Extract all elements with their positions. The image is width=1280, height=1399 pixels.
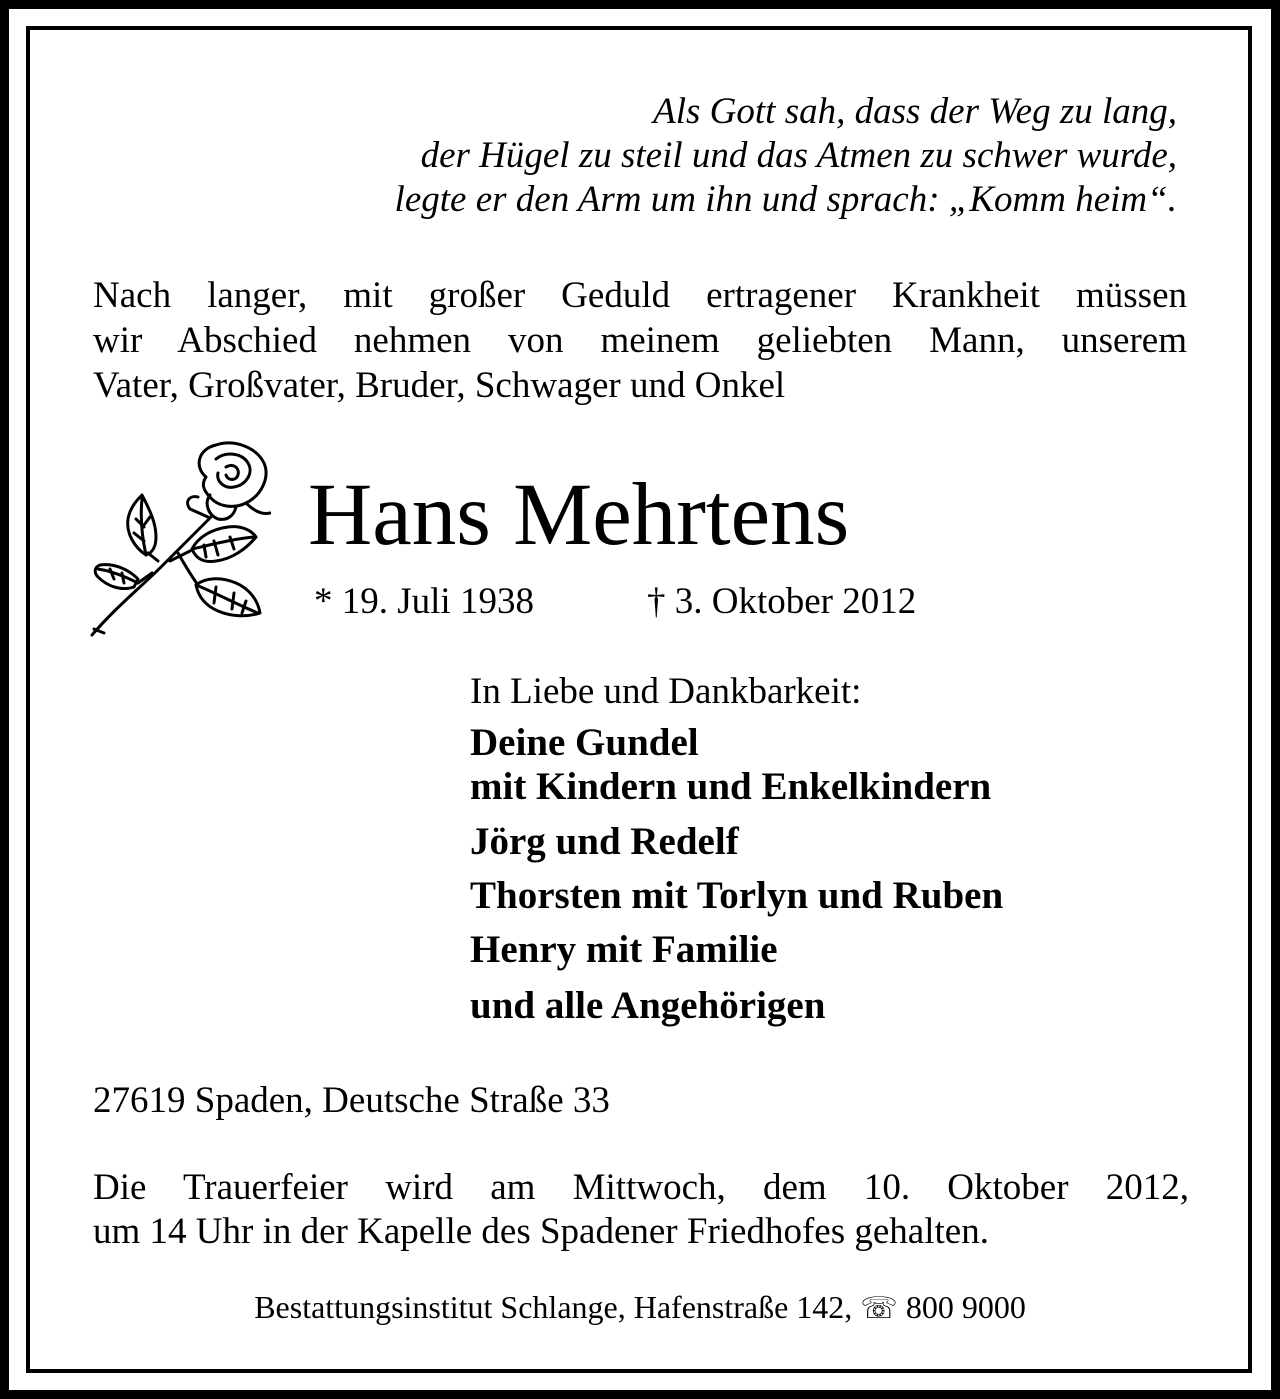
thanks-intro: In Liebe und Dankbarkeit: xyxy=(470,671,862,712)
mourner-line: und alle Angehörigen xyxy=(470,984,826,1027)
funeral-home-footer xyxy=(9,1291,1271,1324)
death-date: † 3. Oktober 2012 xyxy=(647,581,917,622)
deceased-name: Hans Mehrtens xyxy=(308,466,850,564)
announcement-line-1: Nach langer, mit großer Geduld ertragener Krankheit müssen xyxy=(93,275,1187,316)
mourner-line: Henry mit Familie xyxy=(470,928,778,971)
verse-line-1: Als Gott sah, dass der Weg zu lang, xyxy=(653,91,1177,132)
funeral-home-text: Bestattungsinstitut Schlange, Hafenstraße 142, xyxy=(254,1289,853,1325)
rose-icon xyxy=(86,437,271,637)
announcement-line-3: Vater, Großvater, Bruder, Schwager und Onkel xyxy=(93,365,786,406)
obituary-card xyxy=(9,9,1271,1390)
mourner-line: Deine Gundel xyxy=(470,721,699,764)
verse-line-2: der Hügel zu steil und das Atmen zu schwer wurde, xyxy=(420,135,1177,176)
mourner-line: Jörg und Redelf xyxy=(470,820,739,863)
birth-date: * 19. Juli 1938 xyxy=(314,581,534,622)
funeral-line-2: um 14 Uhr in der Kapelle des Spadener Friedhofes gehalten. xyxy=(93,1211,989,1252)
funeral-line-1: Die Trauerfeier wird am Mittwoch, dem 10. Oktober 2012, xyxy=(93,1167,1189,1208)
funeral-home-phone: 800 9000 xyxy=(905,1289,1026,1325)
telephone-icon: ☏ xyxy=(860,1291,898,1326)
mourner-line: mit Kindern und Enkelkindern xyxy=(470,765,992,808)
verse-line-3: legte er den Arm um ihn und sprach: „Komm heim“. xyxy=(394,179,1177,220)
announcement-line-2: wir Abschied nehmen von meinem geliebten Mann, unserem xyxy=(93,320,1187,361)
mourner-line: Thorsten mit Torlyn und Ruben xyxy=(470,874,1004,917)
family-address: 27619 Spaden, Deutsche Straße 33 xyxy=(93,1080,610,1121)
